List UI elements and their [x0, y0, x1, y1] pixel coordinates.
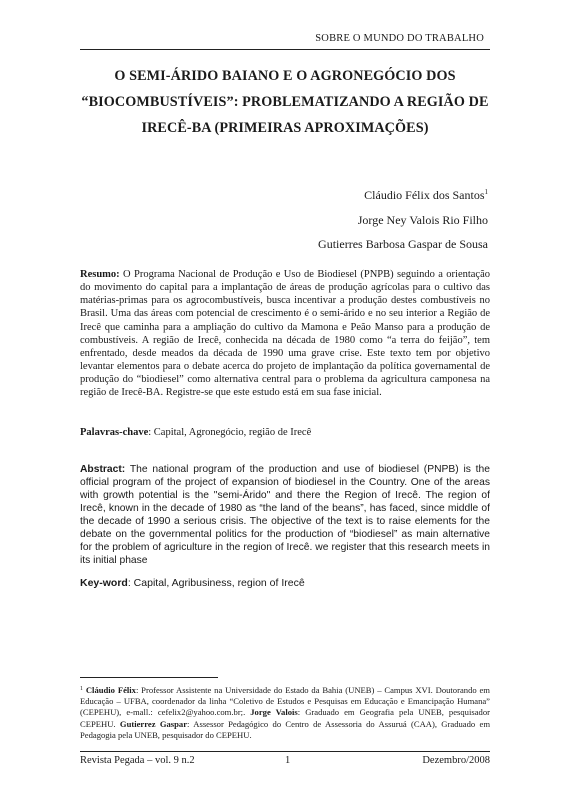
footnote-text-2: : Graduado em Geografia pela UNEB, pesquisador CEPEHU.	[80, 707, 490, 729]
issue-date: Dezembro/2008	[422, 755, 490, 766]
footnote-name-2: Jorge Valois	[250, 707, 298, 718]
author-3	[318, 232, 488, 257]
key-word	[80, 577, 490, 589]
author-2	[318, 208, 488, 233]
footnote-text-1: : Professor Assistente na Universidade do Estado da Bahia (UNEB) – Campus XVI. Doutorando em Educação – UFBA, coordenador da linha “Coletivo de Estudos e Pesquisas em Educação e Emancipação Humana” (CEPEHU), e-mall.: cefelix2@yahoo.com.br;.	[80, 685, 490, 718]
author-name: Jorge Ney Valois Rio Filho	[357, 212, 488, 227]
key-word-text: : Capital, Agribusiness, region of Irecê	[127, 577, 305, 589]
running-header: SOBRE O MUNDO DO TRABALHO	[315, 33, 484, 44]
resumo-paragraph	[80, 268, 490, 400]
footnote	[80, 684, 490, 741]
footnote-name-3: Gutierrez Gaspar	[119, 718, 188, 729]
article-title: O SEMI-ÁRIDO BAIANO E O AGRONEGÓCIO DOS “BIOCOMBUSTÍVEIS”: PROBLEMATIZANDO A REGIÃO DE IRECÊ-BA (PRIMEIRAS APROXIMAÇÕES)	[81, 68, 489, 136]
palavras-chave-label: Palavras-chave	[80, 427, 149, 438]
footer-rule	[80, 751, 490, 752]
palavras-chave-text: : Capital, Agronegócio, região de Irecê	[148, 427, 312, 438]
abstract-paragraph	[80, 463, 490, 567]
abstract-label: Abstract:	[80, 464, 126, 475]
author-name: Cláudio Félix dos Santos	[364, 188, 485, 202]
palavras-chave	[80, 427, 490, 438]
resumo-label: Resumo:	[80, 269, 120, 280]
header-rule	[80, 49, 490, 50]
resumo-text: O Programa Nacional de Produção e Uso de Biodiesel (PNPB) seguindo a orientação do movimento do capital para a implantação de áreas de produção agrícolas para o cultivo das matérias-primas para os agrocombustíveis, busca incentivar a produção destes combustíveis no Brasil. Uma das áreas com potencial de crescimento é o semi-árido e no seu interior a Região de Irecê que caminha para a ampliação do cultivo da Mamona e Peão Manso para a produção de combustíveis. A região de Irecê, conhecida na década de 1980 como “a terra do feijão”, tem enfrentado, desde meados da década de 1990 uma grave crise. Este texto tem por objetivo levantar elementos para o debate acerca do projeto de implantação da política governamental de produção do “biodiesel” como alternativa central para o problema da agricultura camponesa na região de Irecê-BA. Registre-se que este estudo está em sua fase inicial.	[80, 269, 491, 399]
author-list	[318, 180, 488, 257]
journal-name: Revista Pegada – vol. 9 n.2	[80, 755, 195, 766]
author-1	[318, 180, 488, 208]
footnote-name-1: Cláudio Félix	[85, 685, 136, 695]
footnote-marker: 1	[484, 188, 488, 196]
footnote-text-3: : Assessor Pedagógico do Centro de Assessoria do Assuruá (CAA), Graduado em Pedagogia pela UNEB, pesquisador do CEPEHU.	[80, 718, 490, 740]
footnote-number: 1	[80, 686, 83, 692]
footnote-rule	[80, 677, 218, 678]
key-word-label: Key-word	[80, 577, 128, 589]
abstract-text: The national program of the production and use of biodiesel (PNPB) is the official program of the project of expansion of biodiesel in the Country. One of the areas with growth potential is the "semi-Árido" and there the Region of Irecê. The region of Irecê, known in the decade of 1980 as “the land of the beans”, has faced, since middle of the decade of 1990 a serious crisis. The objective of the text is to raise elements for the debate on the governmental politics for the production of “biodiesel” as main alternative for the problem of agriculture in the region of Irecê. we register that this research meets in its initial phase	[80, 464, 490, 567]
author-name: Gutierres Barbosa Gaspar de Sousa	[318, 237, 488, 251]
page-number: 1	[285, 755, 291, 766]
